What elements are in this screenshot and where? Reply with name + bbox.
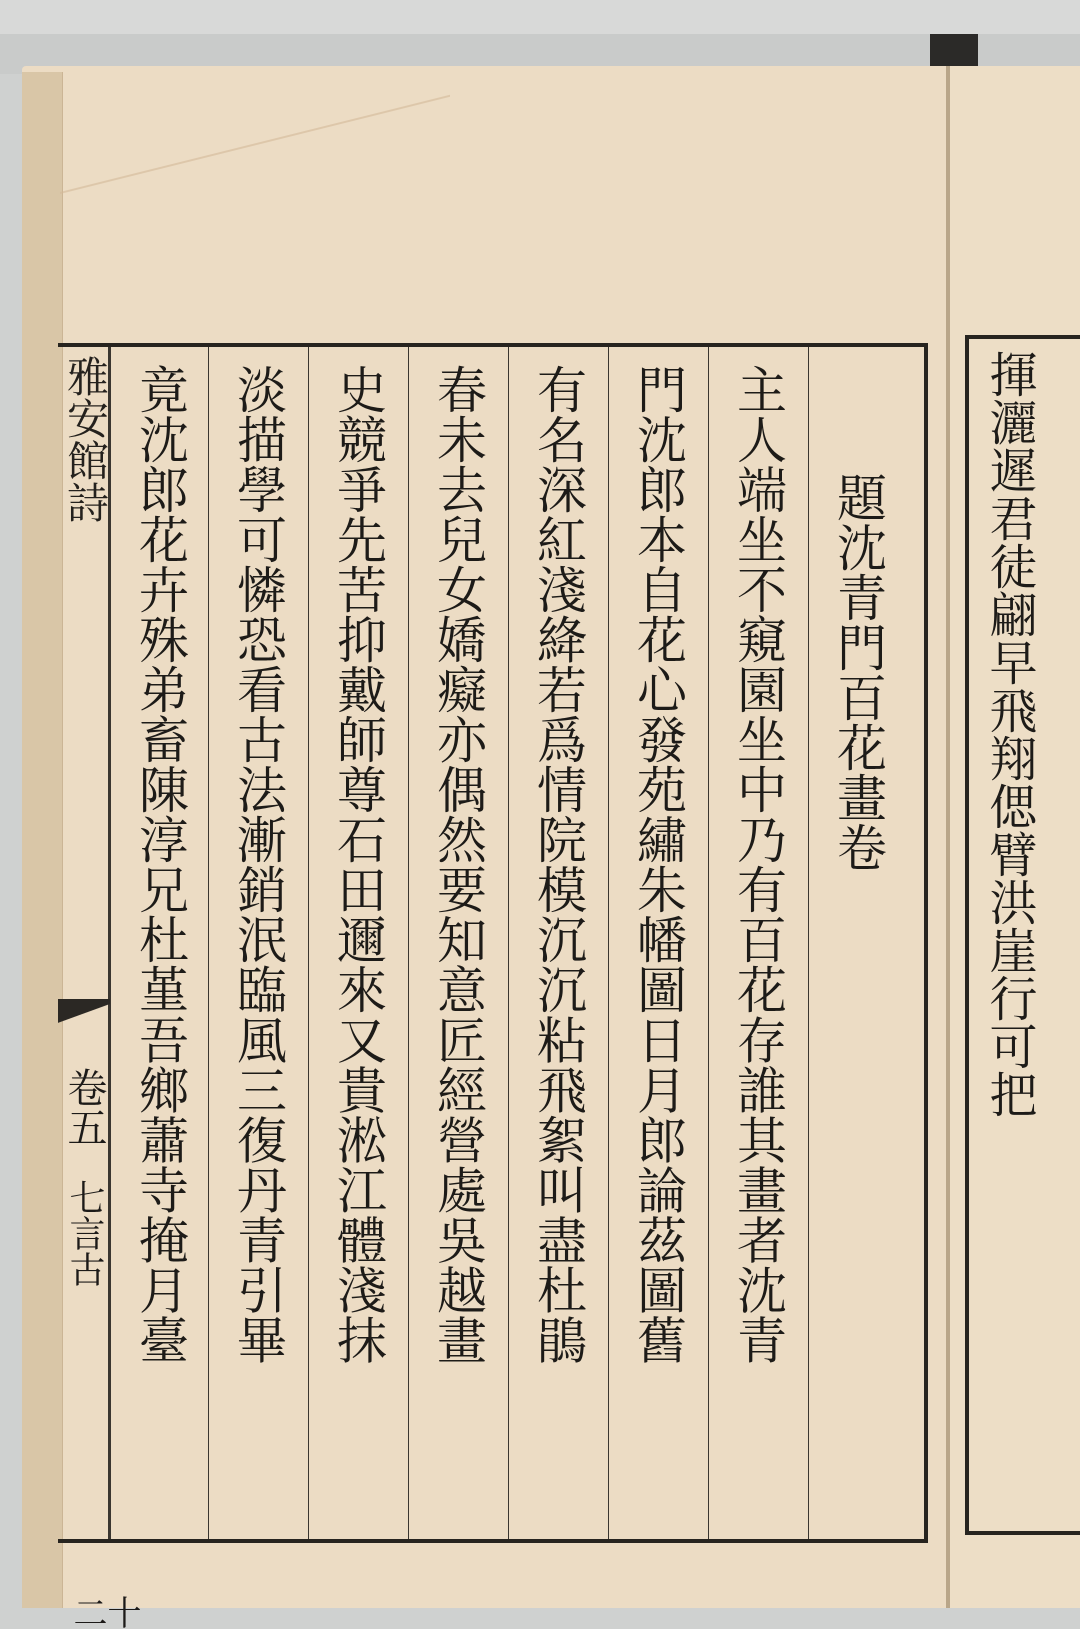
poem-line [110,352,210,1542]
poem-line [408,352,508,1542]
facing-page-column [981,350,1057,1118]
poem-line-text: 史競爭先苦抑戴師尊石田邇來又貴淞江體淺抹 [329,364,387,1365]
poem-line [308,352,408,1542]
poem-line-text: 竟沈郎花卉殊弟畜陳淳兄杜堇吾鄉蕭寺掩月臺 [131,364,189,1365]
poem-line [708,352,808,1542]
fishtail-mark [58,999,110,1039]
poem-title-column [808,352,908,1542]
poem-line [608,352,708,1542]
page-number: 十二 [67,1595,141,1629]
block-heart [58,347,141,1629]
poem-line-text: 有名深紅淺絳若爲情院模沉沉粘飛絮叫盡杜鵑 [529,364,587,1365]
volume-label: 卷五 [61,1067,107,1147]
background-band [0,0,1080,34]
poem-line [508,352,608,1542]
facing-page-line: 揮灑遲君徒翩早飛翔偲臂洪崖行可把 [981,350,1037,1118]
poem-title: 題沈青門百花畫卷 [829,472,887,873]
poem-line-text: 門沈郎本自花心發苑繡朱幡圖日月郎論茲圖舊 [629,364,687,1365]
genre-label: 七言古 [64,1179,105,1287]
poem-line-text: 淡描學可憐恐看古法漸銷泯臨風三復丹青引畢 [229,364,287,1365]
poem-line [208,352,308,1542]
leaf-edge [22,72,63,1608]
book-title: 雅安館詩 [61,355,110,523]
poem-line-text: 春未去兒女嬌癡亦偶然要知意匠經營處吳越畫 [429,364,487,1365]
poem-line-text: 主人端坐不窺園坐中乃有百花存誰其畫者沈青 [729,364,787,1365]
